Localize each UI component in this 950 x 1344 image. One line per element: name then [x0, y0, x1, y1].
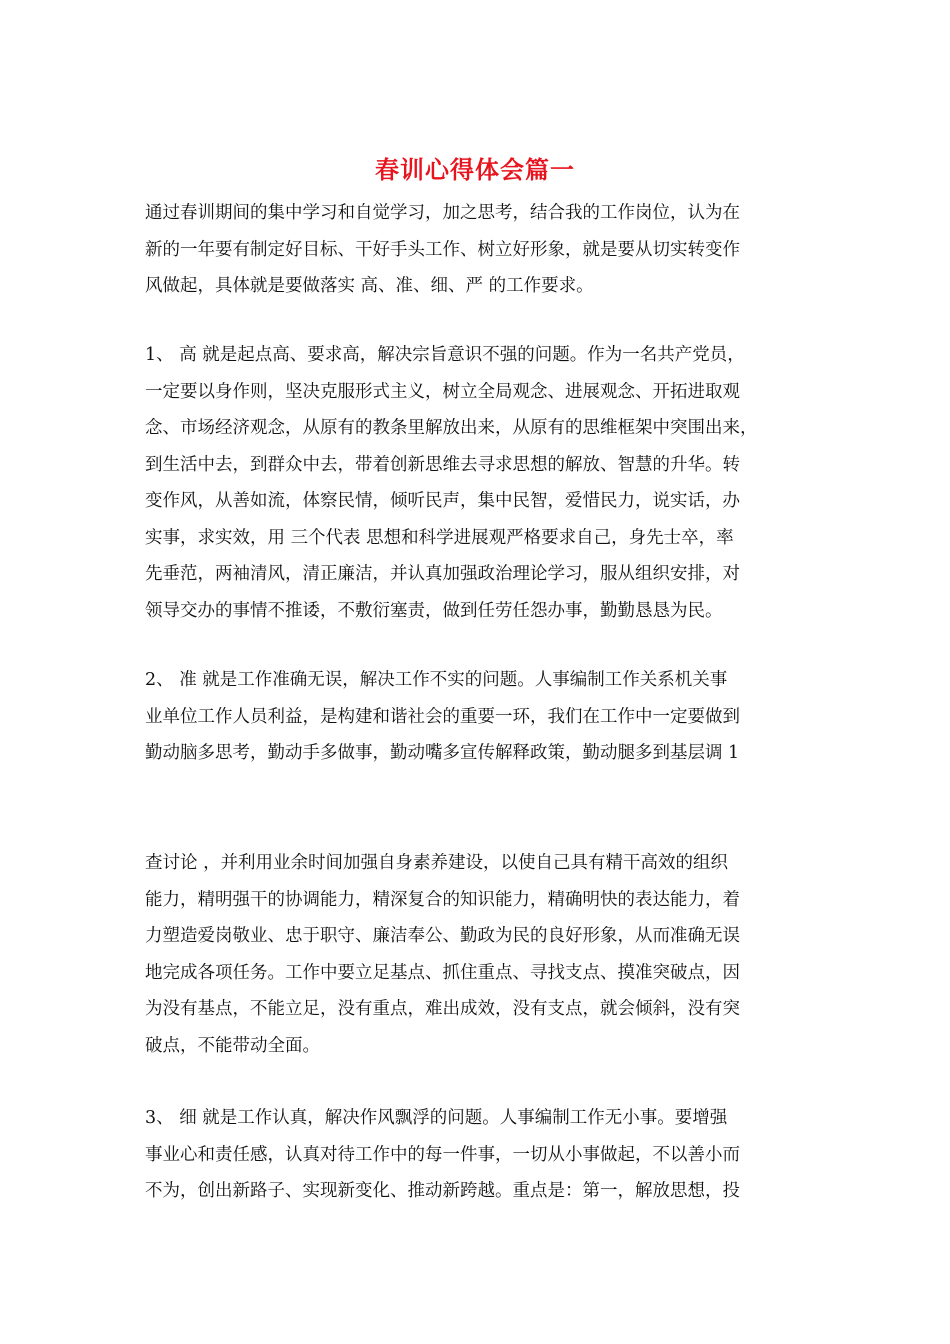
text-line: 新的一年要有制定好目标、干好手头工作、树立好形象，就是要从切实转变作	[145, 239, 740, 260]
text-line: 领导交办的事情不推诿，不敷衍塞责，做到任劳任怨办事，勤勤恳恳为民。	[145, 600, 723, 621]
text-line: 通过春训期间的集中学习和自觉学习，加之思考，结合我的工作岗位，认为在	[145, 203, 740, 223]
text-line: 一定要以身作则，坚决克服形式主义，树立全局观念、进展观念、开拓进取观	[145, 381, 740, 402]
text-line: 2、 准 就是工作准确无误，解决工作不实的问题。人事编制工作关系机关事	[145, 670, 728, 690]
text-line: 查讨论 ，并利用业余时间加强自身素养建设，以使自己具有精干高效的组织	[145, 853, 729, 873]
text-line: 为没有基点，不能立足，没有重点，难出成效，没有支点，就会倾斜，没有突	[145, 999, 740, 1019]
text-line: 能力，精明强干的协调能力，精深复合的知识能力，精确明快的表达能力，着	[145, 889, 740, 910]
text-line: 破点，不能带动全面。	[145, 1035, 320, 1056]
text-line: 不为，创出新路子、实现新变化、推动新跨越。重点是：第一，解放思想，投	[145, 1181, 740, 1201]
text-line: 实事，求实效，用 三个代表 思想和科学进展观严格要求自己，身先士卒，率	[145, 527, 734, 548]
text-line: 3、 细 就是工作认真，解决作风飘浮的问题。人事编制工作无小事。要增强	[145, 1108, 728, 1128]
text-line: 事业心和责任感，认真对待工作中的每一件事，一切从小事做起，不以善小而	[145, 1144, 740, 1165]
text-line: 变作风，从善如流，体察民情，倾听民声，集中民智，爱惜民力，说实话，办	[145, 491, 740, 511]
text-line: 先垂范，两袖清风，清正廉洁，并认真加强政治理论学习，服从组织安排，对	[145, 564, 740, 584]
text-line: 1、 高 就是起点高、要求高，解决宗旨意识不强的问题。作为一名共产党员，	[145, 345, 745, 365]
paragraph-xi	[145, 1100, 815, 1210]
document-title: 春训心得体会篇一	[375, 155, 575, 184]
text-line: 力塑造爱岗敬业、忠于职守、廉洁奉公、勤政为民的良好形象，从而准确无误	[145, 926, 740, 946]
text-line: 地完成各项任务。工作中要立足基点、抓住重点、寻找支点、摸准突破点，因	[145, 962, 740, 983]
text-line: 勤动脑多思考，勤动手多做事，勤动嘴多宣传解释政策，勤动腿多到基层调 1	[145, 743, 740, 763]
text-line: 念、市场经济观念，从原有的教条里解放出来，从原有的思维框架中突围出来，	[145, 418, 758, 438]
paragraph-gao	[145, 337, 815, 629]
text-line: 风做起，具体就是要做落实 高、准、细、严 的工作要求。	[145, 276, 594, 296]
paragraph-zhun	[145, 662, 815, 772]
paragraph-zhun-continued	[145, 845, 815, 1064]
text-line: 业单位工作人员利益，是构建和谐社会的重要一环，我们在工作中一定要做到	[145, 706, 740, 727]
paragraph-intro	[145, 195, 815, 305]
text-line: 到生活中去，到群众中去，带着创新思维去寻求思想的解放、智慧的升华。转	[145, 454, 740, 475]
